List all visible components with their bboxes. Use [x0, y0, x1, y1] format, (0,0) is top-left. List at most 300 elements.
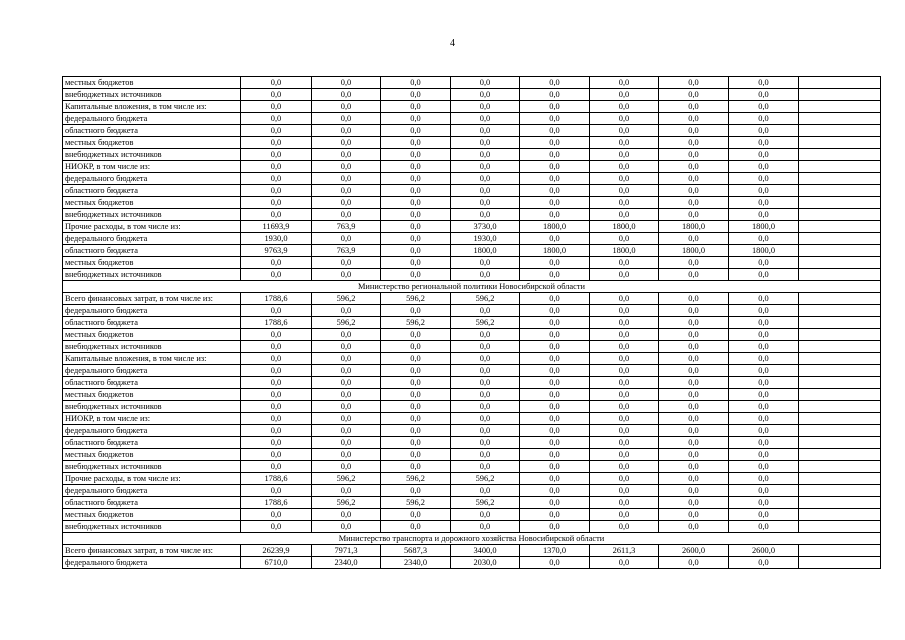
empty-cell	[799, 461, 881, 473]
table-row	[63, 257, 881, 269]
value-cell: 0,0	[590, 101, 659, 113]
table-row	[63, 317, 881, 329]
value-cell: 0,0	[520, 557, 590, 569]
row-label: НИОКР, в том числе из:	[63, 413, 241, 425]
value-cell: 0,0	[241, 437, 312, 449]
value-cell: 0,0	[659, 137, 729, 149]
value-cell: 7971,3	[312, 545, 381, 557]
row-label: федерального бюджета	[63, 113, 241, 125]
value-cell: 763,9	[312, 245, 381, 257]
value-cell: 0,0	[241, 161, 312, 173]
empty-cell	[799, 245, 881, 257]
value-cell: 0,0	[241, 113, 312, 125]
value-cell: 0,0	[729, 353, 799, 365]
value-cell: 0,0	[659, 173, 729, 185]
row-label: областного бюджета	[63, 377, 241, 389]
value-cell: 0,0	[241, 257, 312, 269]
value-cell: 0,0	[520, 305, 590, 317]
value-cell: 11693,9	[241, 221, 312, 233]
value-cell: 0,0	[590, 137, 659, 149]
value-cell: 0,0	[312, 89, 381, 101]
value-cell: 0,0	[381, 137, 451, 149]
value-cell: 0,0	[241, 209, 312, 221]
empty-cell	[799, 185, 881, 197]
empty-cell	[799, 437, 881, 449]
row-label: НИОКР, в том числе из:	[63, 161, 241, 173]
value-cell: 0,0	[381, 173, 451, 185]
table-row	[63, 425, 881, 437]
value-cell: 0,0	[381, 449, 451, 461]
empty-cell	[799, 473, 881, 485]
value-cell: 0,0	[241, 353, 312, 365]
value-cell: 0,0	[659, 185, 729, 197]
value-cell: 0,0	[659, 389, 729, 401]
row-label: федерального бюджета	[63, 173, 241, 185]
value-cell: 0,0	[520, 497, 590, 509]
section-title: Министерство региональной политики Новосибирской области	[63, 281, 881, 293]
value-cell: 0,0	[590, 125, 659, 137]
empty-cell	[799, 101, 881, 113]
row-label: федерального бюджета	[63, 305, 241, 317]
empty-cell	[799, 197, 881, 209]
value-cell: 0,0	[659, 341, 729, 353]
value-cell: 0,0	[520, 209, 590, 221]
value-cell: 1930,0	[451, 233, 520, 245]
value-cell: 0,0	[241, 269, 312, 281]
row-label: федерального бюджета	[63, 425, 241, 437]
value-cell: 0,0	[729, 257, 799, 269]
value-cell: 0,0	[729, 269, 799, 281]
row-label: местных бюджетов	[63, 509, 241, 521]
value-cell: 9763,9	[241, 245, 312, 257]
value-cell: 0,0	[520, 449, 590, 461]
value-cell: 0,0	[520, 185, 590, 197]
empty-cell	[799, 425, 881, 437]
value-cell: 0,0	[659, 89, 729, 101]
value-cell: 596,2	[312, 293, 381, 305]
empty-cell	[799, 209, 881, 221]
value-cell: 0,0	[451, 149, 520, 161]
row-label: областного бюджета	[63, 317, 241, 329]
value-cell: 0,0	[312, 401, 381, 413]
value-cell: 0,0	[729, 557, 799, 569]
row-label: местных бюджетов	[63, 137, 241, 149]
value-cell: 0,0	[590, 389, 659, 401]
row-label: местных бюджетов	[63, 197, 241, 209]
value-cell: 0,0	[520, 509, 590, 521]
value-cell: 0,0	[451, 77, 520, 89]
value-cell: 0,0	[451, 89, 520, 101]
value-cell: 0,0	[590, 413, 659, 425]
value-cell: 0,0	[381, 209, 451, 221]
value-cell: 0,0	[590, 305, 659, 317]
value-cell: 0,0	[312, 341, 381, 353]
value-cell: 0,0	[312, 449, 381, 461]
value-cell: 0,0	[312, 197, 381, 209]
value-cell: 0,0	[729, 305, 799, 317]
value-cell: 0,0	[659, 497, 729, 509]
value-cell: 0,0	[659, 233, 729, 245]
value-cell: 0,0	[451, 341, 520, 353]
value-cell: 0,0	[590, 449, 659, 461]
table-row	[63, 413, 881, 425]
table-row	[63, 329, 881, 341]
value-cell: 0,0	[381, 389, 451, 401]
value-cell: 0,0	[659, 365, 729, 377]
value-cell: 0,0	[381, 341, 451, 353]
value-cell: 0,0	[520, 353, 590, 365]
value-cell: 1370,0	[520, 545, 590, 557]
value-cell: 0,0	[520, 257, 590, 269]
value-cell: 0,0	[520, 149, 590, 161]
value-cell: 0,0	[590, 293, 659, 305]
table-row	[63, 497, 881, 509]
value-cell: 2340,0	[312, 557, 381, 569]
value-cell: 763,9	[312, 221, 381, 233]
value-cell: 0,0	[451, 365, 520, 377]
value-cell: 0,0	[381, 269, 451, 281]
row-label: областного бюджета	[63, 437, 241, 449]
table-row	[63, 485, 881, 497]
value-cell: 0,0	[381, 353, 451, 365]
row-label: внебюджетных источников	[63, 401, 241, 413]
table-row	[63, 89, 881, 101]
value-cell: 0,0	[312, 509, 381, 521]
value-cell: 0,0	[729, 113, 799, 125]
value-cell: 0,0	[520, 401, 590, 413]
empty-cell	[799, 125, 881, 137]
value-cell: 0,0	[590, 377, 659, 389]
value-cell: 0,0	[520, 233, 590, 245]
table-row	[63, 473, 881, 485]
table-row	[63, 341, 881, 353]
value-cell: 0,0	[241, 461, 312, 473]
value-cell: 0,0	[381, 437, 451, 449]
value-cell: 0,0	[729, 473, 799, 485]
row-label: федерального бюджета	[63, 557, 241, 569]
value-cell: 0,0	[659, 329, 729, 341]
value-cell: 0,0	[659, 125, 729, 137]
value-cell: 0,0	[520, 101, 590, 113]
row-label: Прочие расходы, в том числе из:	[63, 221, 241, 233]
row-label: федерального бюджета	[63, 365, 241, 377]
value-cell: 0,0	[381, 245, 451, 257]
value-cell: 0,0	[590, 317, 659, 329]
value-cell: 0,0	[381, 161, 451, 173]
row-label: Всего финансовых затрат, в том числе из:	[63, 545, 241, 557]
value-cell: 0,0	[520, 485, 590, 497]
table-row	[63, 209, 881, 221]
value-cell: 0,0	[241, 185, 312, 197]
value-cell: 0,0	[241, 389, 312, 401]
value-cell: 0,0	[590, 197, 659, 209]
value-cell: 2600,0	[659, 545, 729, 557]
value-cell: 1800,0	[729, 221, 799, 233]
value-cell: 0,0	[241, 77, 312, 89]
value-cell: 0,0	[312, 413, 381, 425]
table-row	[63, 197, 881, 209]
value-cell: 0,0	[312, 185, 381, 197]
value-cell: 0,0	[659, 257, 729, 269]
table-row	[63, 233, 881, 245]
table-row	[63, 305, 881, 317]
value-cell: 0,0	[520, 461, 590, 473]
value-cell: 1800,0	[659, 245, 729, 257]
value-cell: 0,0	[659, 473, 729, 485]
value-cell: 0,0	[729, 461, 799, 473]
value-cell: 0,0	[241, 509, 312, 521]
value-cell: 2600,0	[729, 545, 799, 557]
value-cell: 0,0	[729, 293, 799, 305]
empty-cell	[799, 305, 881, 317]
table-row	[63, 509, 881, 521]
value-cell: 0,0	[381, 305, 451, 317]
value-cell: 0,0	[451, 485, 520, 497]
value-cell: 0,0	[381, 509, 451, 521]
value-cell: 0,0	[451, 173, 520, 185]
row-label: внебюджетных источников	[63, 89, 241, 101]
value-cell: 0,0	[520, 317, 590, 329]
value-cell: 0,0	[241, 377, 312, 389]
value-cell: 0,0	[241, 125, 312, 137]
value-cell: 0,0	[451, 425, 520, 437]
value-cell: 596,2	[381, 497, 451, 509]
value-cell: 0,0	[451, 329, 520, 341]
empty-cell	[799, 413, 881, 425]
value-cell: 0,0	[381, 413, 451, 425]
table-row	[63, 521, 881, 533]
value-cell: 0,0	[381, 377, 451, 389]
value-cell: 26239,9	[241, 545, 312, 557]
table-row	[63, 401, 881, 413]
value-cell: 0,0	[590, 329, 659, 341]
value-cell: 0,0	[241, 365, 312, 377]
row-label: Капитальные вложения, в том числе из:	[63, 101, 241, 113]
value-cell: 0,0	[659, 425, 729, 437]
row-label: местных бюджетов	[63, 389, 241, 401]
value-cell: 0,0	[451, 353, 520, 365]
value-cell: 0,0	[312, 209, 381, 221]
value-cell: 0,0	[312, 365, 381, 377]
row-label: внебюджетных источников	[63, 461, 241, 473]
value-cell: 1788,6	[241, 473, 312, 485]
value-cell: 0,0	[729, 125, 799, 137]
value-cell: 0,0	[451, 449, 520, 461]
value-cell: 0,0	[381, 365, 451, 377]
empty-cell	[799, 77, 881, 89]
value-cell: 0,0	[590, 341, 659, 353]
value-cell: 0,0	[659, 509, 729, 521]
value-cell: 596,2	[451, 293, 520, 305]
value-cell: 0,0	[520, 293, 590, 305]
table-row	[63, 77, 881, 89]
row-label: внебюджетных источников	[63, 209, 241, 221]
value-cell: 0,0	[590, 77, 659, 89]
value-cell: 0,0	[659, 377, 729, 389]
value-cell: 0,0	[381, 197, 451, 209]
empty-cell	[799, 173, 881, 185]
value-cell: 0,0	[659, 353, 729, 365]
value-cell: 0,0	[590, 257, 659, 269]
table-row	[63, 269, 881, 281]
value-cell: 0,0	[312, 377, 381, 389]
table-row	[63, 101, 881, 113]
table-row	[63, 173, 881, 185]
value-cell: 0,0	[381, 485, 451, 497]
value-cell: 0,0	[590, 161, 659, 173]
empty-cell	[799, 317, 881, 329]
value-cell: 0,0	[241, 89, 312, 101]
value-cell: 0,0	[590, 497, 659, 509]
value-cell: 1800,0	[659, 221, 729, 233]
value-cell: 0,0	[659, 401, 729, 413]
value-cell: 0,0	[312, 113, 381, 125]
value-cell: 0,0	[451, 461, 520, 473]
value-cell: 0,0	[241, 173, 312, 185]
value-cell: 5687,3	[381, 545, 451, 557]
value-cell: 0,0	[381, 113, 451, 125]
value-cell: 0,0	[659, 209, 729, 221]
value-cell: 3400,0	[451, 545, 520, 557]
value-cell: 0,0	[729, 389, 799, 401]
section-header-row	[63, 533, 881, 545]
row-label: местных бюджетов	[63, 329, 241, 341]
value-cell: 0,0	[590, 113, 659, 125]
value-cell: 1930,0	[241, 233, 312, 245]
empty-cell	[799, 329, 881, 341]
value-cell: 0,0	[451, 137, 520, 149]
value-cell: 0,0	[659, 449, 729, 461]
value-cell: 0,0	[590, 149, 659, 161]
value-cell: 0,0	[451, 413, 520, 425]
table-row	[63, 449, 881, 461]
value-cell: 0,0	[590, 437, 659, 449]
empty-cell	[799, 161, 881, 173]
value-cell: 0,0	[312, 257, 381, 269]
value-cell: 0,0	[659, 305, 729, 317]
value-cell: 0,0	[590, 173, 659, 185]
value-cell: 0,0	[312, 233, 381, 245]
value-cell: 0,0	[451, 401, 520, 413]
table-row	[63, 293, 881, 305]
value-cell: 0,0	[729, 449, 799, 461]
value-cell: 0,0	[590, 485, 659, 497]
empty-cell	[799, 545, 881, 557]
value-cell: 0,0	[520, 521, 590, 533]
value-cell: 0,0	[312, 161, 381, 173]
table-row	[63, 113, 881, 125]
section-title: Министерство транспорта и дорожного хозяйства Новосибирской области	[63, 533, 881, 545]
value-cell: 0,0	[659, 113, 729, 125]
value-cell: 0,0	[312, 101, 381, 113]
value-cell: 0,0	[659, 461, 729, 473]
row-label: внебюджетных источников	[63, 269, 241, 281]
empty-cell	[799, 521, 881, 533]
table-row	[63, 221, 881, 233]
value-cell: 0,0	[520, 377, 590, 389]
value-cell: 0,0	[659, 101, 729, 113]
value-cell: 1788,6	[241, 293, 312, 305]
value-cell: 1800,0	[451, 245, 520, 257]
table-row	[63, 461, 881, 473]
empty-cell	[799, 377, 881, 389]
value-cell: 0,0	[381, 257, 451, 269]
value-cell: 0,0	[520, 137, 590, 149]
empty-cell	[799, 89, 881, 101]
value-cell: 0,0	[729, 497, 799, 509]
table-row	[63, 125, 881, 137]
empty-cell	[799, 269, 881, 281]
budget-table	[62, 76, 881, 569]
value-cell: 0,0	[659, 149, 729, 161]
value-cell: 0,0	[729, 425, 799, 437]
value-cell: 0,0	[520, 173, 590, 185]
value-cell: 0,0	[520, 113, 590, 125]
value-cell: 0,0	[451, 389, 520, 401]
value-cell: 0,0	[729, 233, 799, 245]
value-cell: 0,0	[451, 269, 520, 281]
value-cell: 0,0	[520, 329, 590, 341]
value-cell: 0,0	[520, 89, 590, 101]
value-cell: 0,0	[659, 317, 729, 329]
value-cell: 0,0	[312, 329, 381, 341]
value-cell: 0,0	[520, 197, 590, 209]
value-cell: 596,2	[451, 497, 520, 509]
table-row	[63, 365, 881, 377]
value-cell: 0,0	[590, 209, 659, 221]
table-row	[63, 161, 881, 173]
row-label: Капитальные вложения, в том числе из:	[63, 353, 241, 365]
value-cell: 0,0	[590, 473, 659, 485]
value-cell: 0,0	[729, 509, 799, 521]
value-cell: 0,0	[520, 161, 590, 173]
value-cell: 0,0	[451, 509, 520, 521]
value-cell: 0,0	[520, 473, 590, 485]
value-cell: 0,0	[312, 485, 381, 497]
value-cell: 0,0	[729, 161, 799, 173]
value-cell: 0,0	[729, 137, 799, 149]
value-cell: 0,0	[590, 89, 659, 101]
value-cell: 2030,0	[451, 557, 520, 569]
row-label: местных бюджетов	[63, 257, 241, 269]
value-cell: 0,0	[312, 77, 381, 89]
value-cell: 0,0	[381, 401, 451, 413]
value-cell: 1800,0	[520, 245, 590, 257]
row-label: Прочие расходы, в том числе из:	[63, 473, 241, 485]
row-label: областного бюджета	[63, 497, 241, 509]
value-cell: 0,0	[520, 413, 590, 425]
value-cell: 0,0	[451, 257, 520, 269]
table-row	[63, 377, 881, 389]
value-cell: 0,0	[381, 461, 451, 473]
value-cell: 0,0	[312, 425, 381, 437]
value-cell: 1800,0	[590, 221, 659, 233]
value-cell: 0,0	[451, 113, 520, 125]
value-cell: 0,0	[729, 341, 799, 353]
value-cell: 0,0	[381, 185, 451, 197]
value-cell: 0,0	[451, 377, 520, 389]
value-cell: 0,0	[659, 521, 729, 533]
value-cell: 596,2	[381, 317, 451, 329]
table-row	[63, 557, 881, 569]
value-cell: 0,0	[659, 77, 729, 89]
value-cell: 0,0	[451, 521, 520, 533]
table-row	[63, 149, 881, 161]
value-cell: 0,0	[520, 341, 590, 353]
value-cell: 0,0	[659, 269, 729, 281]
value-cell: 2340,0	[381, 557, 451, 569]
value-cell: 0,0	[729, 317, 799, 329]
